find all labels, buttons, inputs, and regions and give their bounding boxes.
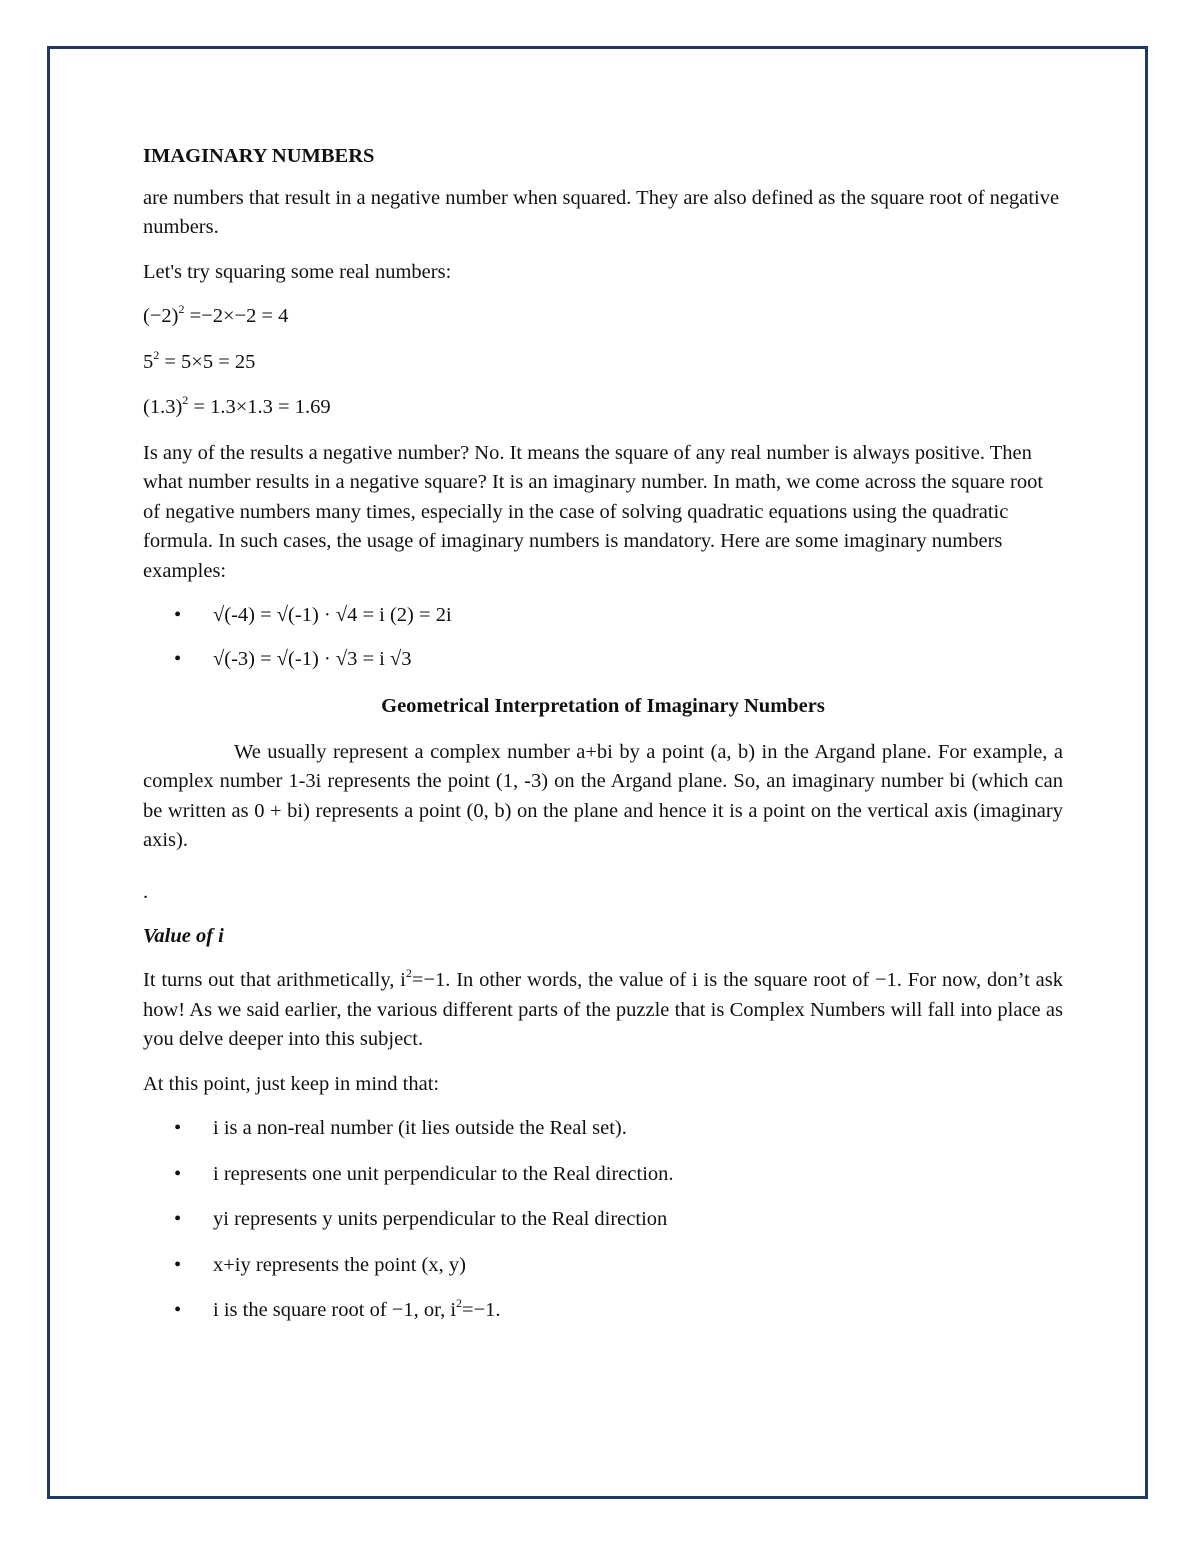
geometric-paragraph: We usually represent a complex number a+bi by a point (a, b) in the Argand plane. For example, a complex number 1-3i represents the point (1, -3) on the Argand plane. So, an imaginary number bi (which can be written as 0 + bi) represents a point (0, b) on the plane and hence it is a point on the vertical axis (imaginary axis). [143,740,1063,851]
stray-dot: . [143,880,149,903]
bullet-icon: • [174,647,182,670]
list-item: • √(-3) = √(-1) · √3 = i √3 [143,645,1063,675]
equation-3: $(1.3)^2 = 1.3\times 1.3 = 1.69$ [143,393,331,418]
bullet-icon: • [174,604,182,626]
list-item: • i is a non-real number (it lies outside the Real set). [143,1114,1063,1144]
bullet-icon: • [174,1208,182,1230]
question-paragraph: Is any of the results a negative number? No. It means the square of any real number is always positive. Then what number results in a negative square? It is an imaginary number. In math, we come across the square root of negative numbers many times, especially in the case of solving quadratic equations using the quadratic formula. In such cases, the usage of imaginary numbers is mandatory. Here are some imaginary numbers examples: [143,441,1044,582]
list-item: • x+iy represents the point (x, y) [143,1251,1063,1281]
bullet-icon: • [174,1117,182,1139]
try-squaring-text: Let's try squaring some real numbers: [143,260,452,283]
bullet-icon: • [174,1162,182,1185]
list-item: • i is the square root of −1, or, $i^2=-1$. [143,1296,1063,1326]
value-paragraph: It turns out that arithmetically, $i^2=-1$. In other words, the value of i is the square root of −1. For now, don’t ask how! As we said earlier, the various different parts of the puzzle that is Complex Numbers will fall into place as you delve deeper into this subject. [143,966,1063,1050]
list-item: • √(-4) = √(-1) · √4 = i (2) = 2i [143,601,1063,631]
list-item: • i represents one unit perpendicular to the Real direction. [143,1160,1063,1190]
bullet-icon: • [174,1253,182,1276]
equation-2: $5^2 = 5\times 5 = 25$ [143,347,256,373]
equation-1: $(-2)^2 =-2\times-2 = 4$ [143,302,289,327]
key-points-list [143,1114,1063,1326]
imaginary-examples-list [143,601,1063,674]
intro-paragraph: are numbers that result in a negative number when squared. They are also defined as the square root of negative numbers. [143,186,1060,238]
document-body [143,142,1063,1342]
section-heading-value-of-i: Value of i [143,924,224,947]
keep-in-mind-text: At this point, just keep in mind that: [143,1072,440,1095]
section-heading-geometric: Geometrical Interpretation of Imaginary Numbers [381,695,825,717]
bullet-icon: • [174,1299,182,1321]
list-item: • yi represents y units perpendicular to the Real direction [143,1205,1063,1235]
page-title: IMAGINARY NUMBERS [143,145,375,167]
